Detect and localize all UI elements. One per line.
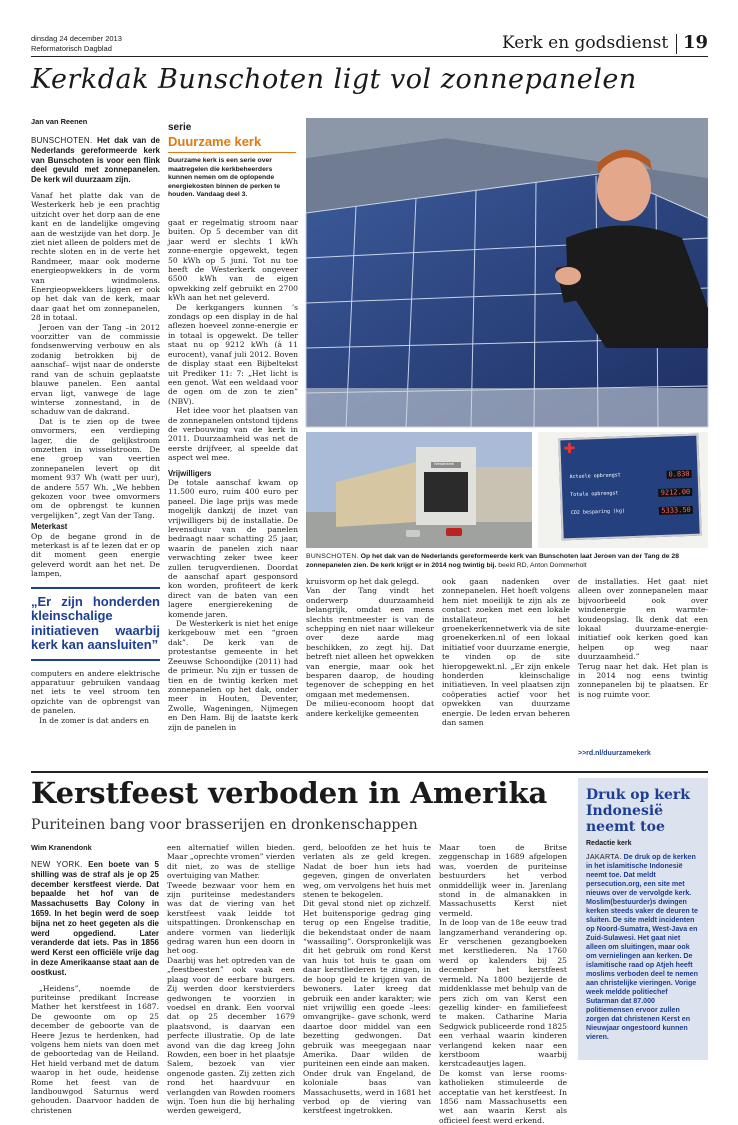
article1-subhead-meterkast: Meterkast [31,522,68,532]
article2-subheadline: Puriteinen bang voor brasserijen en dronkenschappen [31,817,418,833]
header-date: dinsdag 24 december 2013 [31,34,122,43]
header-rule [31,56,708,57]
display-cross-icon: ✚ [563,440,576,458]
article1-paragraph: Vanaf het platte dak van de Westerkerk heb je een prachtig uitzicht over het dorp aan de ene kant en de landelijke omgeving aan de westzijde van het dorp. Je ziet niet alleen de polders met de rechte sloten en in de verte het Randmeer, maar ook moderne energieopwekkers in de vorm van windmolens. Energieopwekkers liggen er ook op het dak van de kerk, maar daar gaat het om zonnepanelen, 28 in totaal. [31,190,160,323]
photo-caption-place: BUNSCHOTEN. [306,553,359,560]
article1-paragraph: De Westerkerk is niet het enige kerkgebouw met een “groen dak”. De kerk van de protestantse gemeente in het Zeeuwse Schoondijke (2011) had de primeur. Nu zijn er tussen de tien en de twintig kerken met zonnepanelen op het dak, onder meer in Houten, Deventer, Zwolle, Wageningen, Nijmegen en Den Ham. Bij de laatste kerk zijn de panelen in [168,619,298,732]
article1-paragraph: In de zomer is dat anders en [39,715,150,725]
serie-box [168,122,296,200]
display-row-3 [571,506,693,518]
article1-paragraph: computers en andere elektrische apparatuur gebruiken vandaag net iets te veel stroom ten opzichte van de opbrengst van de panelen. [31,668,160,716]
sidebar-body [586,853,700,1042]
article1-paragraph: Dat is te zien op de twee omvormers, een verdieping lager, die de gelijkstroom omzetten in wisselstroom. De ene groep van veertien zonnepanelen levert op dit moment 937 Wh (watt per uur), de andere 557 Wh. „We hebben gekozen voor twee omvormers om de opbrengst te kunnen vergelijken”, zegt Van der Tang. [31,416,160,520]
sidebar-dateline: JAKARTA. [586,853,622,861]
photo-solar-roof-image [306,118,708,427]
display-row-1-value: 0.830 [668,469,690,479]
article2-paragraph: „Heidens”, noemde de puriteinse predikant Increase Mather het kerstfeest in 1687. De gewoonte om op 25 december de geboorte van de Heere Jezus te herdenken, had volgens hem niets van doen met de geboortedag van de Heiland. Het hield verband met de datum waarop in het oude, heidense Rome het feest van de landbouwgod Saturnus werd gehouden. Daarvoor hadden de christenen [31,983,159,1115]
section-title: Kerk en godsdienst [502,33,669,53]
display-row-3-value: 5333.50 [661,505,691,515]
photo-energy-display [538,432,708,548]
display-row-1 [570,470,692,482]
article-divider [31,771,708,773]
article2-byline: Wim Kranendonk [31,843,92,852]
article1-paragraph: Op de begane grond in de meterkast is af te lezen dat er op dit moment geen energie geleverd wordt aan het net. De lampen, [31,531,160,579]
article2-lead-text: Een boete van 5 shilling was de straf als je op 25 december kerstfeest vierde. Dat bepaalde het hof van de Massachusetts Bay Colony in 1659. In het begin werd de soep bijna net zo heet gegeten als die werd opgediend. Later veranderde dat iets. Pas in 1856 werd Kerst een officiële vrije dag in deze Amerikaanse staat aan de oostkust. [31,860,159,977]
serie-text: Duurzame kerk is een serie over maatregelen die kerkbeheerders kunnen nemen om de oplopende energiekosten binnen de perken te houden. Vandaag deel 3. [168,157,281,199]
article1-link[interactable]: >>rd.nl/duurzamekerk [578,750,651,757]
article1-lead-text: Het dak van de Nederlands gereformeerde kerk van Bunschoten is voor een flink deel gevuld met zonnepanelen. De kerk wil duurzaam zijn. [31,136,160,185]
article1-paragraph: Jeroen van der Tang –in 2012 voorzitter van de commissie fondsenwerving verbouw en als zodanig betrokken bij de aanschaf– wijst naar de onderste rand van de schuin geplaatste blauwe panelen. Een aantal ervan ligt, vanwege de lage winterse zonnestand, in de schaduw van de dakrand. [31,322,160,417]
article2-headline: Kerstfeest verboden in Amerika [31,776,548,810]
article2-column-4: Maar toen de Britse zeggenschap in 1689 afgelopen was, voerden de puriteinse bestuurders het verbod onmiddellijk weer in. Jarenlang stond in de almanakken in Massachusetts Kerst niet vermeld. In de loop van de 18e eeuw trad langzamerhand verandering op. Er verschenen gezangboeken met kerstliederen. Na 1760 werd op kalenders bij 25 december het kerstfeest vermeld. Na 1800 bezijerde de middenklasse met behulp van de pers zich om van Kerst een gezellig kinder- en familiefeest te maken. Catharine Maria Sedgwick publiceerde rond 1825 een verhaal waarin kinderen verlangend keken naar een kerstboom waarbij kerstcadeautjes lagen. De komst van lerse rooms-katholieken stimuleerde de acceptatie van het kerstfeest. In 1856 nam Massachusetts een wet aan waarin Kerst als officieel feest werd erkend. [439,843,567,1125]
article1-column-1 [31,136,160,756]
article1-column-2 [168,218,298,763]
photo-credit: beeld RD, Anton Dommerholt [498,561,587,569]
header-paper: Reformatorisch Dagblad [31,44,112,53]
photo-building-image [306,432,532,548]
display-row-2-value: 9212.00 [660,487,691,497]
photo-caption [306,553,708,570]
display-row-2-label: Totale opbrengst [570,490,619,499]
article1-column-5: de installaties. Het gaat niet alleen over zonnepanelen maar bijvoorbeeld ook over windenergie en warmte-koudeopslag. Ik denk dat een lokaal duurzame-energie-initiatief ook kerken goed kan helpen op weg naar duurzaamheid.” Terug naar het dak. Het plan is in 2014 nog eens twintig zonnepanelen bij te plaatsen. Er is nog ruimte voor. [578,577,708,699]
sidebar-box [578,778,708,1060]
pull-quote [31,587,160,661]
article2-lead [31,860,159,978]
sidebar-headline: Druk op kerk Indonesië neemt toe [586,787,690,835]
article2-column-2: een alternatief willen bieden. Maar „oprechte vromen” vierden dit niet, zo was de stellige overtuiging van Mather. Tweede bezwaar voor hem en zijn puriteinse medestanders was dat de viering van het kerstfeest vaak leidde tot uitspattingen. Dronkenschap en andere vormen van liederlijk gedrag waren hun een doorn in het oog. Daarbij was het optreden van de „feestbeesten” ook vaak een plaag voor de eerbare burgers. Zij werden door kerstvierders gedwongen te voorzien in voedsel en drank. Een voorval dat op 25 december 1679 plaatsvond, is daarvan een perfecte illustratie. Op de late avond van die dag kreeg John Rowden, een boer in het plaatsje Salem, bezoek van vier ongenode gasten. Zij zetten zich rond het haardvuur en verlangden van Rowden roomers wijn. Toen hun die bij herhaling werden geweigerd, [167,843,295,1116]
article1-paragraph: De kerkgangers kunnen ’s zondags op een display in de hal aflezen hoeveel zonne-energie er in totaal is opgewekt. De teller staat nu op 9212 kWh (à 11 eurocent), vanaf juli 2012. Boven de display staat een Bijbeltekst uit Prediker 11: 7: „Het licht is een genot. Wat een weldaad voor de ogen om de zon te zien” (NBV). [168,302,298,406]
article2-column-1 [31,860,159,1115]
article1-column-4: ook gaan nadenken over zonnepanelen. Het hoeft volgens hem niet moeilijk te zijn als ze contact zoeken met een lokale installateur, het groenekerkennetwerk via de site groenekerken.nl of een lokaal initiatief voor duurzame energie, te vinden op de site hieropgewekt.nl. „Er zijn enkele honderden kleinschalige initiatieven. In veel plaatsen zijn coöperaties actief voor het opwekken van duurzame energie. De leden ervan beheren dan samen [442,577,570,728]
serie-title: Duurzame kerk [168,134,262,149]
serie-label: serie [168,122,192,133]
article2-dateline: NEW YORK. [31,860,83,869]
photo-westerkerk-building [306,432,532,548]
article1-column-3: kruisvorm op het dak gelegd. Van der Tang vindt het onderwerp duurzaamheid belangrijk, omdat een mens slechts rentmeester is van de schepping en niet naar willekeur over deze aarde mag beschikken, zo zegt hij. Dat betreft niet alleen het opwekken van energie, maar ook het besparen daarop, de houding tegenover de schepping en het omgaan met medemensen. De milieu-econoom hoopt dat andere kerkelijke gemeenten [306,577,434,718]
pull-quote-text: „Er zijn honderden kleinschalige initiatieven waarbij kerk kan aansluiten” [31,593,160,653]
display-panel [558,434,701,541]
sidebar-text: De druk op de kerken in het islamitische Indonesië neemt toe. Dat meldt persecution.org, een site met nieuws over de vervolgde kerk. Moslim(bestuurder)s dwingen kerken steeds vaker de deuren te sluiten. De site meldt incidenten op Noord-Sumatra, West-Java en Zuid-Sulawesi. Het gaat niet alleen om sluitingen, maar ook om vernielingen aan kerken. De islamitische raad op Atjeh heeft moslims verboden deel te nemen aan christelijke vieringen. Vorige week meldde politiechef Sutarman dat 87.000 politiemensen ervoor zullen zorgen dat christenen Kerst en Nieuwjaar ongestoord kunnen vieren. [586,853,698,1041]
page-number: 19 [683,32,709,53]
article1-paragraph: gaat er regelmatig stroom naar buiten. Op 5 december van dit jaar werd er slechts 1 kWh zonne-energie opgewekt, tegen 50 kWh op 5 juni. Tot nu toe heeft de Westerkerk ongeveer 6500 kWh van de eigen opwekking zelf gebruikt en 2700 kWh aan het net geleverd. [168,218,298,303]
article1-subhead-vrijwilligers: Vrijwilligers [168,468,212,478]
article1-paragraph: Het idee voor het plaatsen van de zonnepanelen ontstond tijdens de verbouwing van de kerk in 2011. Duurzaamheid was net de eerste drijfveer, al speelde dat aspect wel mee. [168,406,298,463]
sidebar-byline: Redactie kerk [586,840,632,847]
photo-caption-text: Op het dak van de Nederlands gereformeerde kerk van Bunschoten laat Jeroen van der Tang de 28 zonnepanelen zien. De kerk krijgt er in 2014 nog twintig bij. [306,553,679,569]
header-divider [676,34,677,54]
article1-headline: Kerkdak Bunschoten ligt vol zonnepanelen [31,64,637,95]
article1-dateline: BUNSCHOTEN. [31,136,93,145]
article1-paragraph: De totale aanschaf kwam op 11.500 euro, ruim 400 euro per paneel. Die lage prijs was mede mogelijk dankzij de inzet van vrijwilligers bij de installatie. De levensduur van de panelen bedraagt naar schatting 25 jaar, waarin de panelen zich naar verwachting zeker twee keer zullen terugverdienen. Doordat de aanschaf apart gesponsord kon worden, profiteert de kerk direct van de baten van een lagere energierekening de komende jaren. [168,477,298,619]
building-sign: Westerkerk [434,461,455,466]
photo-solar-roof [306,118,708,427]
display-row-3-label: CO2 besparing (kg) [570,508,626,517]
article1-lead [31,136,160,185]
display-row-2 [570,488,692,500]
display-row-1-label: Actuele opbrengst [569,472,621,481]
article1-byline: Jan van Reenen [31,117,88,126]
serie-rule [168,152,296,153]
article2-column-3: gerd, beloofden ze het huis te verlaten als ze geld kregen. Nadat de boer hun iets had gegeven, gingen de onverlaten weg, om vervolgens het huis met stenen te bekogelen. Dit geval stond niet op zichzelf. Het buitensporige gedrag ging terug op een Engelse traditie, die bekendstaat onder de naam “wassailing”. Oorspronkelijk was dit het gebruik om rond Kerst van huis tot huis te gaan om daar kerstliederen te zingen, in de hoop geld te krijgen van de bewoners. Later kreeg dat gebruik een ander karakter; wie niet vrijwillig een goede –lees: omvangrijke– gave schonk, werd daartoe door middel van een bezetting gedwongen. Dat gebruik was meegegaan naar Amerika. Daar wilden de puriteinen een einde aan maken. Onder druk van Engeland, de koloniale baas van Massachusetts, werd in 1681 het verbod op de viering van kerstfeest ingetrokken. [303,843,431,1116]
